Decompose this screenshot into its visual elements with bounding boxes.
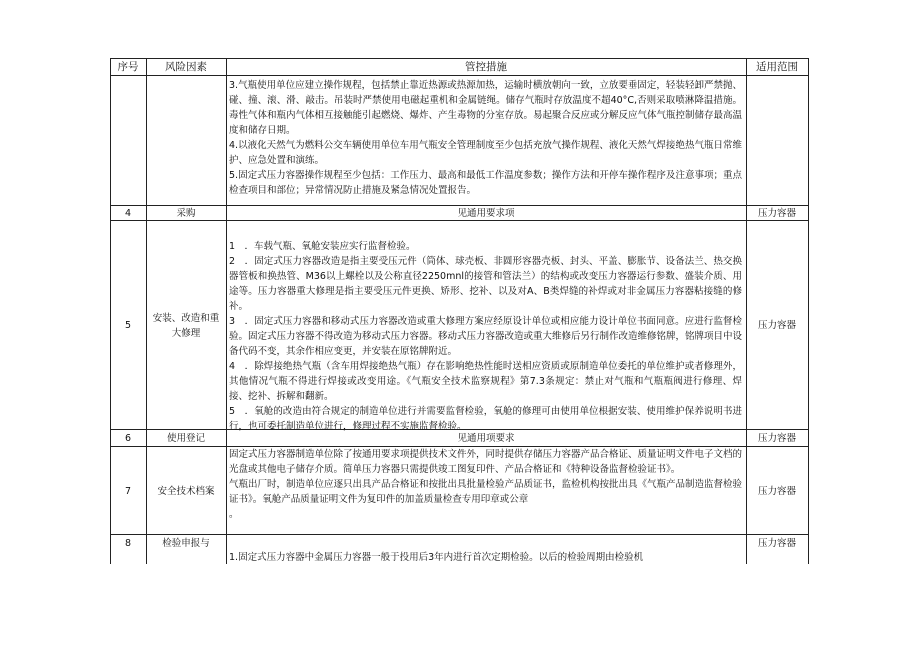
measure-item: 4.以液化天然气为燃料公交车辆使用单位车用气瓶安全管理制度至少包括充放气操作规程、液化天然气焊接绝热气瓶日常维护、应急处置和演练。 — [229, 140, 742, 166]
risk-factor: 检验申报与 — [162, 537, 210, 549]
measure-item: 气瓶出厂时，制造单位应逐只出具产品合格证和按批出具批量检验产品质证书，监检机构按批出具《气瓶产品制造监督检验证书》。氧舱产品质量证明文件为复印件的加盖质量检查专用印章或公章 — [229, 479, 743, 505]
measure-item: 。 — [229, 509, 239, 520]
measure-item: 5 ．氧舱的改造由符合规定的制造单位进行并需要监督检验，氧舱的修理可由使用单位根据安装、使用维护保养说明书进行，也可委托制造单位进行，修理过程不实施监督检验。 — [229, 406, 742, 432]
row-number: 7 — [124, 485, 132, 497]
risk-factor: 安装、改造和重大修理 — [152, 312, 220, 339]
measure-cell — [226, 447, 746, 522]
measure-item: 3 ．固定式压力容器和移动式压力容器改造或重大修理方案应经原设计单位或相应能力设计单位书面同意。应进行监督检验。固定式压力容器不得改造为移动式压力容器。移动式压力容器改造或重大维修后另行制作改造维修铭牌，铭牌项目中设备代码不变，其余作相应变更，并安装在原铭牌附近。 — [229, 316, 743, 357]
row-number: 5 — [124, 320, 132, 331]
header-measure: 管控措施 — [465, 61, 507, 73]
table-row — [110, 429, 808, 446]
table-border-left — [110, 58, 111, 564]
header-no: 序号 — [117, 61, 139, 73]
table-row — [110, 75, 808, 205]
risk-factor: 采购 — [176, 208, 196, 219]
measure-item: 3.气瓶使用单位应建立操作规程，包括禁止靠近热源或热源加热，运输时横放朝向一致，立放要垂固定，轻装轻卸严禁抛、碰、撞、滚、滑、敲击。吊装时严禁使用电磁起重机和金属链绳。储存气瓶时存放温度不超40°C,否则采取喷淋降温措施。毒性气体和瓶内气体相互接触能引起燃烧、爆炸、产生毒物的分室存放。易起聚合反应或分解反应气体气瓶控制储存最高温度和储存日期。 — [229, 80, 743, 136]
measure-cell: 1.固定式压力容器中金属压力容器一般于投用后3年内进行首次定期检验。以后的检验周期由检验机 — [229, 552, 644, 563]
header-risk: 风险因素 — [165, 61, 207, 73]
table-row — [110, 446, 808, 534]
measure-cell — [226, 78, 746, 198]
table-border-right — [808, 58, 809, 564]
risk-factor: 使用登记 — [166, 433, 205, 444]
measure-item: 2 ．固定式压力容器改造是指主要受压元件（筒体、球壳板、非圆形容器壳板、封头、平盖、膨胀节、设备法兰、热交换器管板和换热管、M36以上螺栓以及公称直径2250mnl的接管和管法兰）的结构或改变压力容器运行参数、盛装介质、用途等。压力容器重大修理是指主要受压元件更换、矫形、挖补、以及对A、B类焊缝的补焊或对非金属压力容器粘接缝的修补。 — [229, 256, 742, 312]
table-divider — [226, 58, 227, 564]
measure-cell: 见通用要求项 — [457, 208, 515, 219]
measure-item: 1 ．车载气瓶、氧舱安装应实行监督检验。 — [229, 241, 416, 252]
scope-cell: 压力容器 — [757, 433, 796, 444]
measure-item: 4 ．除焊接绝热气瓶（含车用焊接绝热气瓶）存在影响绝热性能时送相应资质或原制造单位委托的单位维护或者修理外，其他情况气瓶不得进行焊接或改变用途。《气瓶安全技术监察规程》第7.3条规定：禁止对气瓶和气瓶瓶阀进行修理、焊接、挖补、拆解和翻新。 — [229, 361, 742, 402]
risk-factor: 安全技术档案 — [157, 485, 215, 497]
table-row — [110, 205, 808, 220]
row-number: 8 — [124, 537, 132, 549]
table-row — [110, 220, 808, 432]
measure-item: 5.固定式压力容器操作规程至少包括：工作压力、最高和最低工作温度参数；操作方法和开停车操作程序及注意事项；重点检查项目和部位；异常情况防止措施及紧急情况处置报告。 — [229, 170, 742, 196]
row-number: 6 — [124, 433, 132, 444]
measure-cell — [226, 239, 746, 434]
scope-cell: 压力容器 — [757, 537, 796, 549]
scope-cell: 压力容器 — [757, 485, 796, 497]
table-divider — [146, 58, 147, 564]
table-header-row — [110, 58, 808, 75]
header-scope: 适用范围 — [756, 61, 798, 73]
measure-item: 固定式压力容器制造单位除了按通用要求项提供技术文件外，同时提供存储压力容器产品合格证、质量证明文件电子文档的光盘或其他电子储存介质。简单压力容器只需提供竣工图复印件、产品合格证和《特种设备监督检验证书》。 — [229, 449, 743, 475]
measure-cell: 见通用项要求 — [457, 433, 515, 444]
scope-cell: 压力容器 — [757, 208, 796, 219]
table-divider — [746, 58, 747, 564]
row-number: 4 — [124, 208, 132, 219]
scope-cell: 压力容器 — [757, 320, 796, 331]
table-row — [110, 534, 808, 564]
